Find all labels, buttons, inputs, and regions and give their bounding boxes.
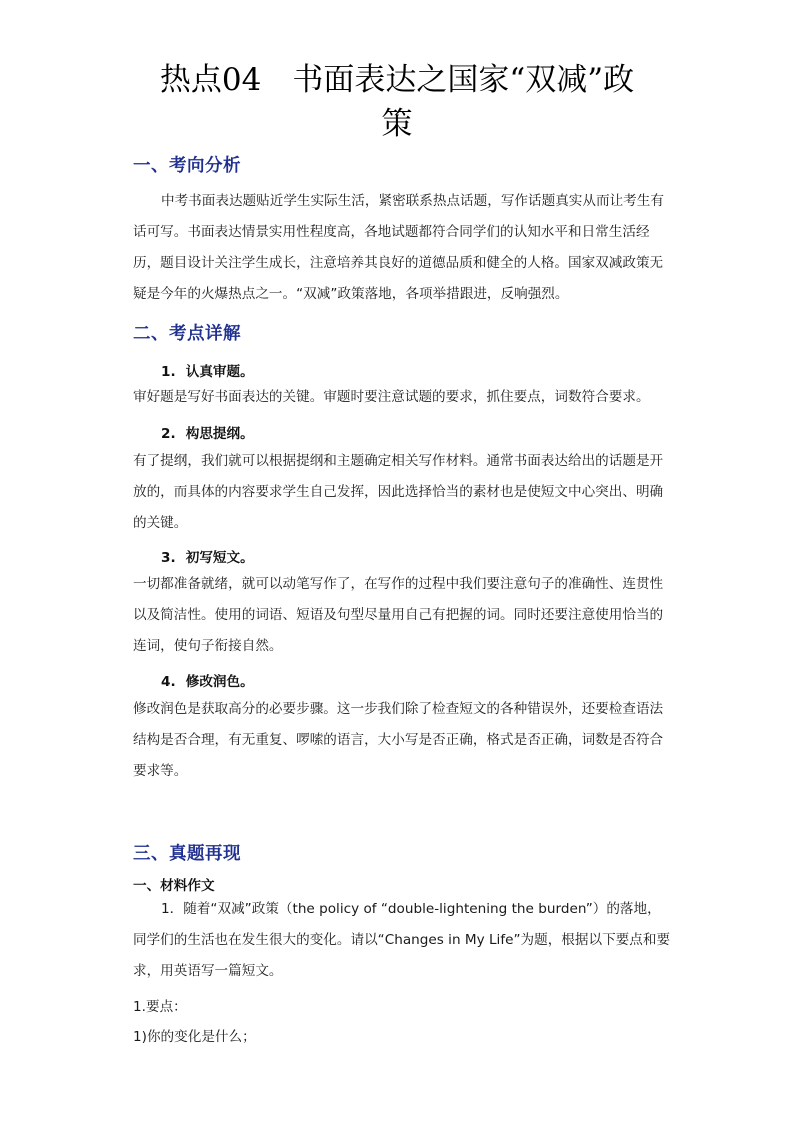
item-title: 构思提纲。 [185, 426, 254, 442]
item-number: 4. [161, 674, 176, 690]
item-heading-2 [161, 422, 254, 442]
points-label: 1.要点： [133, 999, 187, 1015]
item-text-3: 一切都准备就绪，就可以动笔写作了，在写作的过程中我们要注意句子的准确性、连贯性以及简洁性。使用的词语、短语及句型尽量用自己有把握的词。同时还要注意使用恰当的连词，使句子衔接自然。 [133, 576, 664, 654]
section-heading-analysis: 一、考向分析 [133, 156, 241, 176]
item-text-4: 修改润色是获取高分的必要步骤。这一步我们除了检查短文的各种错误外，还要检查语法结构是否合理，有无重复、啰嗦的语言，大小写是否正确，格式是否正确，词数是否符合要求等。 [133, 701, 664, 779]
item-title: 修改润色。 [185, 674, 254, 690]
essay-prompt: 1．随着“双减”政策（the policy of “double-lightening the burden”）的落地，同学们的生活也在发生很大的变化。请以“Changes in My Life”为题，根据以下要点和要求，用英语写一篇短文。 [133, 901, 671, 979]
item-number: 1. [161, 364, 176, 380]
title-line-1: 热点04 书面表达之国家“双减”政 [159, 62, 635, 98]
item-heading-4 [161, 670, 254, 690]
item-title: 初写短文。 [185, 550, 254, 566]
section-heading-details: 二、考点详解 [133, 324, 241, 344]
material-essay-heading: 一、材料作文 [133, 878, 215, 894]
item-number: 3. [161, 550, 176, 566]
item-number: 2. [161, 426, 176, 442]
item-heading-3 [161, 546, 254, 566]
item-heading-1 [161, 360, 254, 380]
item-text-2: 有了提纲，我们就可以根据提纲和主题确定相关写作材料。通常书面表达给出的话题是开放的，而具体的内容要求学生自己发挥，因此选择恰当的素材也是使短文中心突出、明确的关键。 [133, 453, 664, 531]
analysis-paragraph: 中考书面表达题贴近学生实际生活，紧密联系热点话题，写作话题真实从而让考生有话可写。书面表达情景实用性程度高，各地试题都符合同学们的认知水平和日常生活经历，题目设计关注学生成长，注意培养其良好的道德品质和健全的人格。国家双减政策无疑是今年的火爆热点之一。“双减”政策落地，各项举措跟进，反响强烈。 [133, 193, 664, 302]
title-line-2: 策 [381, 106, 413, 142]
page-title [120, 58, 674, 146]
item-text-1: 审好题是写好书面表达的关键。审题时要注意试题的要求，抓住要点，词数符合要求。 [133, 389, 650, 405]
item-title: 认真审题。 [185, 364, 254, 380]
section-heading-past-papers: 三、真题再现 [133, 844, 241, 864]
point-1: 1)你的变化是什么； [133, 1029, 256, 1045]
